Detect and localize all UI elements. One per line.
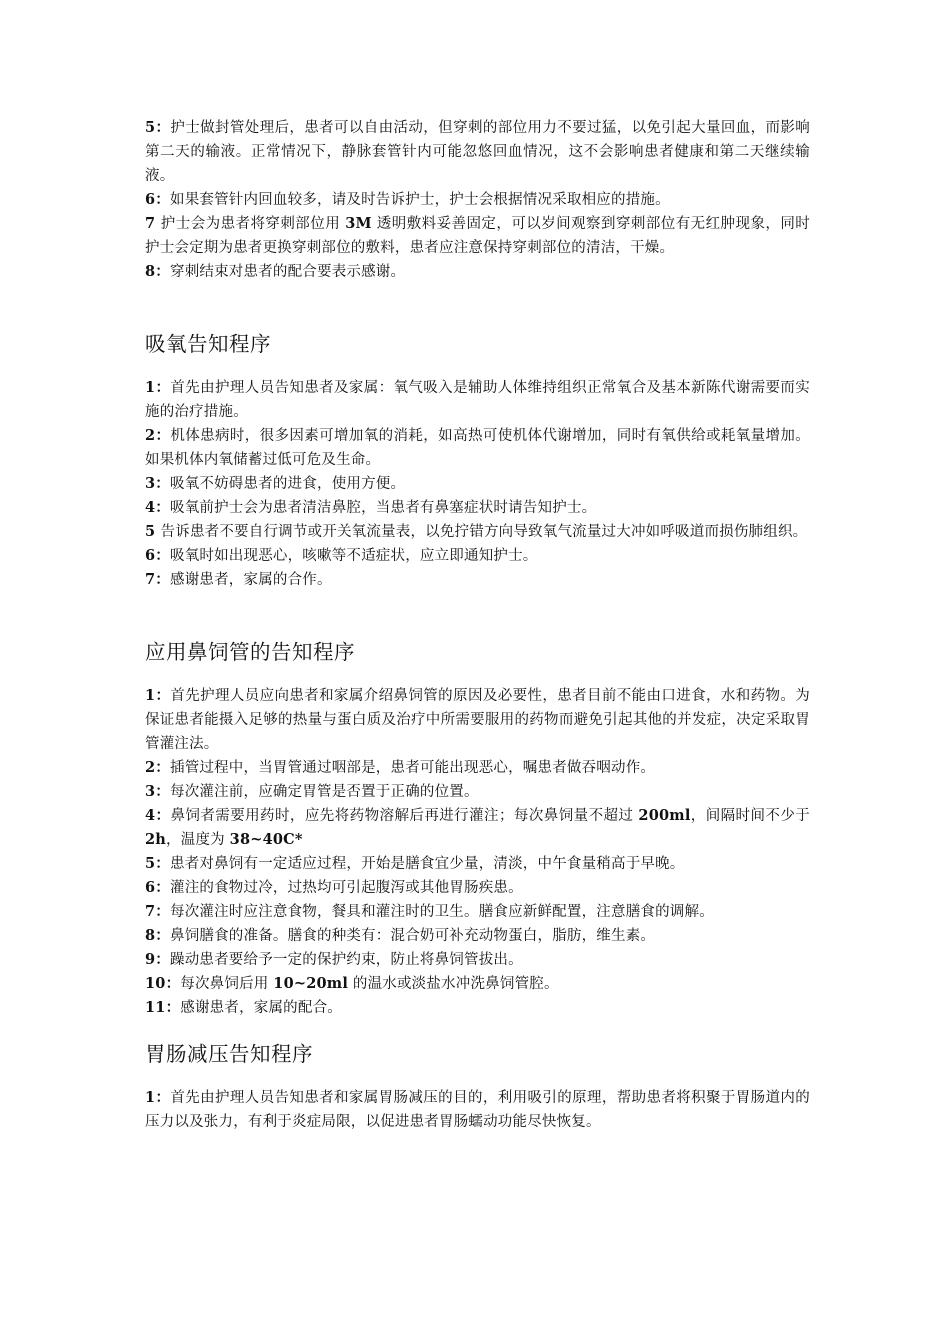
list-item — [145, 496, 810, 520]
item-number: 7： — [145, 571, 170, 588]
item-text: 机体患病时，很多因素可增加氧的消耗，如高热可使机体代谢增加，同时有氧供给或耗氧量增加。如果机体内氧储蓄过低可危及生命。 — [145, 428, 810, 468]
list-item — [145, 424, 810, 472]
item-text: 护士会为患者将穿刺部位用 — [160, 216, 346, 232]
list-item — [145, 1086, 810, 1134]
item-text: 灌注的食物过冷，过热均可引起腹泻或其他胃肠疾患。 — [170, 880, 523, 896]
item-number: 6： — [145, 547, 170, 564]
item-number: 5： — [145, 119, 171, 136]
list-item — [145, 996, 810, 1020]
list-item — [145, 780, 810, 804]
section-title-nasal-feeding: 应用鼻饲管的告知程序 — [145, 640, 355, 664]
item-number: 7： — [145, 903, 170, 920]
item-number: 7 — [145, 215, 161, 232]
oxygen-section — [145, 376, 810, 592]
item-text: 插管过程中，当胃管通过咽部是，患者可能出现恶心，嘱患者做吞咽动作。 — [170, 760, 656, 776]
list-item — [145, 568, 810, 592]
section-title-oxygen: 吸氧告知程序 — [145, 332, 271, 356]
item-text: 吸氧前护士会为患者清洁鼻腔，当患者有鼻塞症状时请告知护士。 — [170, 500, 597, 516]
item-number: 3： — [145, 783, 170, 800]
item-number: 6： — [145, 191, 170, 208]
item-number: 6： — [145, 879, 170, 896]
list-item — [145, 900, 810, 924]
item-text: 感谢患者，家属的配合。 — [180, 1000, 342, 1016]
list-item — [145, 376, 810, 424]
list-item — [145, 684, 810, 756]
item-number: 8： — [145, 263, 170, 280]
item-text: 透明敷料妥善固定，可以岁间观察到穿刺部位有无红肿现象，同时护士会定期为患者更换穿刺部位的敷料，患者应注意保持穿刺部位的清洁，干燥。 — [145, 216, 810, 256]
item-text: 首先由护理人员告知患者及家属：氧气吸入是辅助人体维持组织正常氧合及基本新陈代谢需要而实施的治疗措施。 — [145, 380, 810, 420]
item-text: 首先护理人员应向患者和家属介绍鼻饲管的原因及必要性，患者目前不能由口进食，水和药物。为保证患者能摄入足够的热量与蛋白质及治疗中所需要服用的药物而避免引起其他的并发症，决定采取胃管灌注法。 — [145, 688, 810, 752]
item-number: 1： — [145, 1089, 171, 1106]
item-text: 如果套管针内回血较多，请及时告诉护士，护士会根据情况采取相应的措施。 — [170, 192, 670, 208]
item-number: 1： — [145, 687, 171, 704]
list-item — [145, 852, 810, 876]
item-number: 4： — [145, 499, 170, 516]
list-item — [145, 876, 810, 900]
list-item — [145, 260, 810, 284]
item-text: 告诉患者不要自行调节或开关氧流量表，以免拧错方向导致氧气流量过大冲如呼吸道而损伤肺组织。 — [160, 524, 808, 540]
list-item — [145, 188, 810, 212]
item-text: 每次鼻饲后用 — [180, 976, 274, 992]
item-number: 3： — [145, 475, 170, 492]
item-number: 2： — [145, 759, 170, 776]
item-text-bold: 2h — [145, 831, 167, 848]
item-number: 4： — [145, 807, 171, 824]
item-number: 2： — [145, 427, 171, 444]
list-item — [145, 924, 810, 948]
section-title-gastric-decompression: 胃肠减压告知程序 — [145, 1042, 313, 1066]
item-text: ，间隔时间不少于 — [690, 808, 810, 824]
item-text-bold: 10~20ml — [273, 975, 349, 992]
item-text: 首先由护理人员告知患者和家属胃肠减压的目的，利用吸引的原理，帮助患者将积聚于胃肠道内的压力以及张力，有利于炎症局限，以促进患者胃肠蠕动功能尽快恢复。 — [145, 1090, 810, 1130]
item-text: 躁动患者要给予一定的保护约束，防止将鼻饲管拔出。 — [170, 952, 523, 968]
list-item — [145, 472, 810, 496]
item-text-bold: 38~40C* — [229, 831, 303, 848]
item-text: 每次灌注时应注意食物，餐具和灌注时的卫生。膳食应新鲜配置，注意膳食的调解。 — [170, 904, 714, 920]
list-item — [145, 972, 810, 996]
gastric-decompression-section — [145, 1086, 810, 1134]
document-body — [145, 116, 810, 1134]
item-text-bold: 200ml — [638, 807, 691, 824]
list-item — [145, 756, 810, 780]
list-item — [145, 948, 810, 972]
list-item — [145, 804, 810, 852]
item-number: 11： — [145, 999, 181, 1016]
item-text: 鼻饲膳食的准备。膳食的种类有：混合奶可补充动物蛋白，脂肪，维生素。 — [170, 928, 656, 944]
list-item — [145, 116, 810, 188]
item-number: 5： — [145, 855, 170, 872]
item-number: 9： — [145, 951, 170, 968]
item-text: 护士做封管处理后，患者可以自由活动，但穿刺的部位用力不要过猛，以免引起大量回血，而影响第二天的输液。正常情况下，静脉套管针内可能忽悠回血情况，这不会影响患者健康和第二天继续输液。 — [145, 120, 810, 184]
item-text: 患者对鼻饲有一定适应过程，开始是膳食宜少量，清淡，中午食量稍高于早晚。 — [170, 856, 685, 872]
item-text: 吸氧不妨碍患者的进食，使用方便。 — [170, 476, 406, 492]
item-text: 感谢患者，家属的合作。 — [170, 572, 332, 588]
list-item — [145, 544, 810, 568]
item-text: 每次灌注前，应确定胃管是否置于正确的位置。 — [170, 784, 479, 800]
item-text: 吸氧时如出现恶心，咳嗽等不适症状，应立即通知护士。 — [170, 548, 538, 564]
list-item — [145, 212, 810, 260]
item-text-bold: 3M — [345, 215, 372, 232]
item-text: 鼻饲者需要用药时，应先将药物溶解后再进行灌注；每次鼻饲量不超过 — [170, 808, 639, 824]
item-number: 8： — [145, 927, 170, 944]
item-text: ，温度为 — [166, 832, 230, 848]
intro-section — [145, 116, 810, 284]
item-number: 10： — [145, 975, 181, 992]
item-text: 的温水或淡盐水冲洗鼻饲管腔。 — [348, 976, 559, 992]
nasal-feeding-section — [145, 684, 810, 1020]
list-item — [145, 520, 810, 544]
item-text: 穿刺结束对患者的配合要表示感谢。 — [170, 264, 406, 280]
item-number: 1： — [145, 379, 171, 396]
item-number: 5 — [145, 523, 161, 540]
